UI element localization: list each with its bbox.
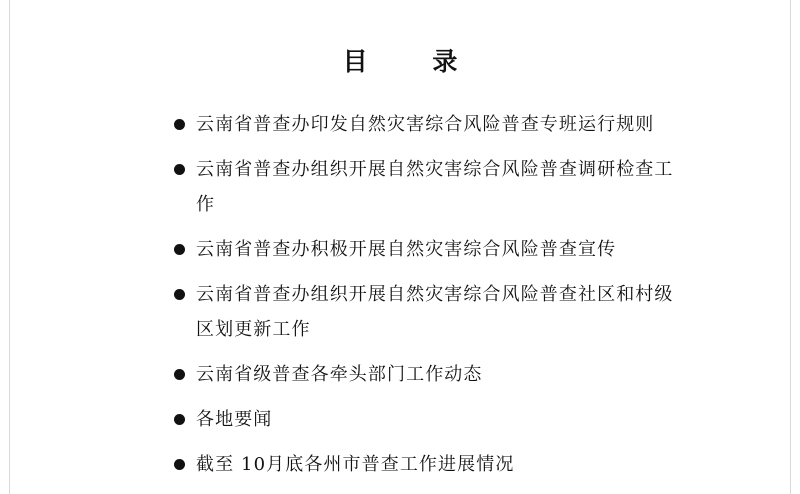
bullet-icon (174, 244, 185, 255)
bullet-icon (174, 119, 185, 130)
toc-item-text: 云南省普查办组织开展自然灾害综合风险普查社区和村级区划更新工作 (196, 284, 674, 340)
bullet-icon (174, 414, 185, 425)
toc-item-text: 截至 10月底各州市普查工作进展情况 (196, 454, 515, 475)
toc-item (168, 152, 688, 222)
toc-item-text: 云南省普查办印发自然灾害综合风险普查专班运行规则 (196, 114, 655, 135)
bullet-icon (174, 164, 185, 175)
toc-item (168, 277, 688, 347)
toc-item-text: 各地要闻 (196, 409, 273, 430)
document-page (9, 0, 791, 494)
toc-item (168, 357, 688, 392)
toc-item-text: 云南省普查办组织开展自然灾害综合风险普查调研检查工作 (196, 159, 674, 215)
bullet-icon (174, 289, 185, 300)
toc-list (168, 107, 688, 492)
toc-title: 目 录 (342, 47, 486, 76)
toc-item (168, 107, 688, 142)
toc-item (168, 232, 688, 267)
bullet-icon (174, 459, 185, 470)
toc-item (168, 447, 688, 482)
bullet-icon (174, 369, 185, 380)
toc-item-text: 云南省普查办积极开展自然灾害综合风险普查宣传 (196, 239, 617, 260)
toc-item-text: 云南省级普查各牵头部门工作动态 (196, 364, 483, 385)
toc-item (168, 402, 688, 437)
